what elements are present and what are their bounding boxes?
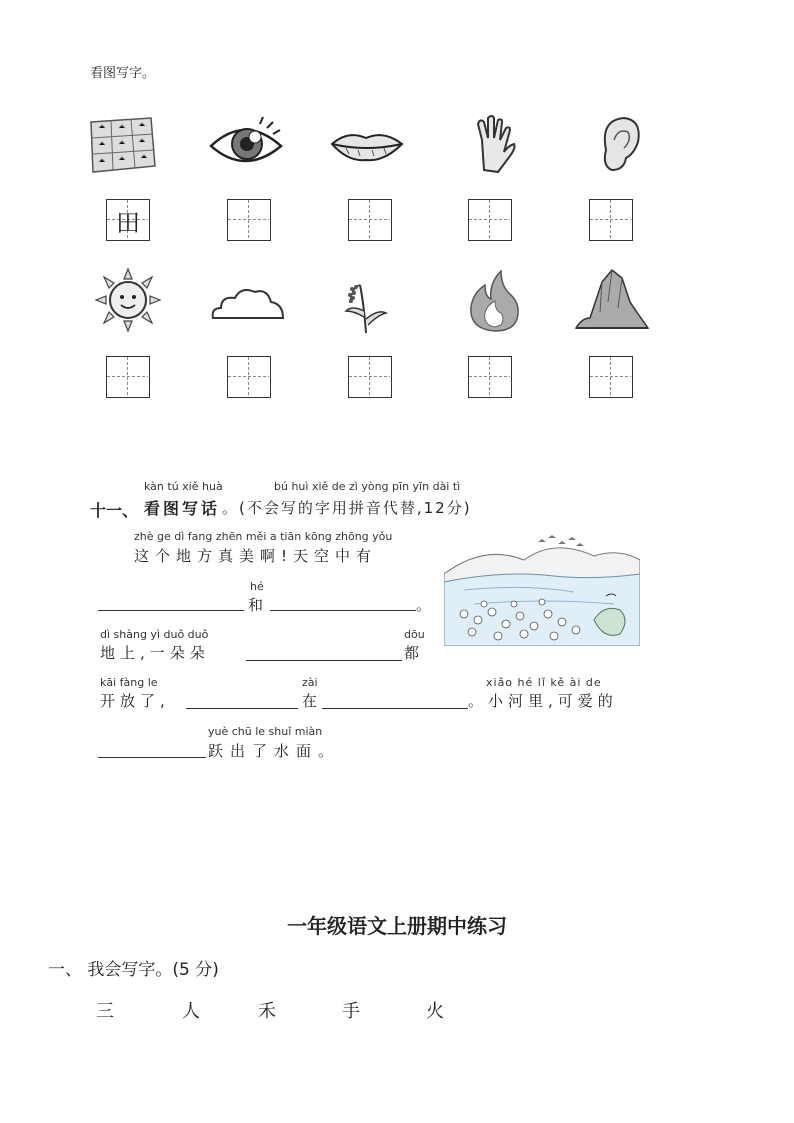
writing-box-8[interactable]	[348, 356, 392, 398]
blank-fish[interactable]	[98, 756, 206, 758]
blank-sky-2[interactable]	[270, 609, 416, 611]
fire-picture	[455, 265, 535, 335]
eye-picture	[205, 110, 285, 180]
exam-title: 一年级语文上册期中练习	[287, 914, 507, 938]
blank-open[interactable]	[186, 707, 298, 709]
line4-pinyin-a: kāi fàng le	[100, 676, 158, 689]
dou-char: 都	[404, 644, 424, 662]
char-shou: 手	[342, 1001, 360, 1022]
line5-text: 跃出了水面。	[208, 742, 341, 760]
writing-box-2[interactable]	[227, 199, 271, 241]
writing-box-7[interactable]	[227, 356, 271, 398]
cloud-picture	[207, 268, 287, 338]
char-san: 三	[96, 1001, 114, 1022]
line1-pinyin: zhè ge dì fang zhēn měi a tiān kōng zhōng yǒu	[134, 530, 393, 543]
dou-pinyin: dōu	[404, 628, 425, 641]
char-huo: 火	[426, 1001, 444, 1022]
he-pinyin: hé	[250, 580, 264, 593]
writing-box-5[interactable]	[589, 199, 633, 241]
line4-text-a: 开放了,	[100, 692, 170, 710]
section-number: 十一、	[90, 501, 139, 520]
line2-period: 。	[416, 596, 436, 614]
blank-where[interactable]	[322, 707, 468, 709]
section1-label: 一、 我会写字。(5 分)	[48, 960, 219, 980]
title-pinyin: kàn tú xiě huà	[144, 480, 223, 493]
hand-picture	[456, 110, 536, 180]
writing-box-10[interactable]	[589, 356, 633, 398]
field-picture	[83, 110, 163, 180]
section-title: 看图写话	[144, 499, 221, 518]
answer-char: 田	[116, 208, 140, 237]
mountain-picture	[572, 262, 652, 332]
sun-picture	[88, 265, 168, 335]
blank-flowers[interactable]	[246, 659, 402, 661]
line5-pinyin: yuè chū le shuǐ miàn	[208, 725, 323, 738]
char-ren: 人	[182, 1001, 200, 1022]
line3-pinyin: dì shàng yì duǒ duǒ	[100, 628, 209, 641]
line1-text: 这个地方真美啊!天空中有	[134, 547, 378, 565]
writing-box-4[interactable]	[468, 199, 512, 241]
grain-picture	[330, 265, 410, 335]
mouth-picture	[326, 110, 406, 180]
line4-pinyin-b: xiǎo hé lǐ kě ài de	[486, 676, 602, 689]
zai-pinyin: zài	[302, 676, 318, 689]
char-he: 禾	[258, 1001, 276, 1022]
writing-box-3[interactable]	[348, 199, 392, 241]
writing-box-1[interactable]	[106, 199, 150, 241]
note-pinyin: bú huì xiě de zì yòng pīn yīn dài tì	[274, 480, 461, 493]
writing-box-9[interactable]	[468, 356, 512, 398]
section-note: 。(不会写的字用拼音代替,12分)	[222, 499, 472, 517]
instruction-text: 看图写字。	[90, 66, 156, 81]
blank-sky-1[interactable]	[98, 609, 244, 611]
he-char: 和	[248, 596, 268, 614]
line4-text-b: 。小河里,可爱的	[468, 692, 618, 710]
zai-char: 在	[302, 692, 322, 710]
scene-illustration	[444, 530, 640, 646]
line3-text: 地上,一朵朵	[100, 644, 210, 662]
ear-picture	[580, 110, 660, 180]
writing-box-6[interactable]	[106, 356, 150, 398]
